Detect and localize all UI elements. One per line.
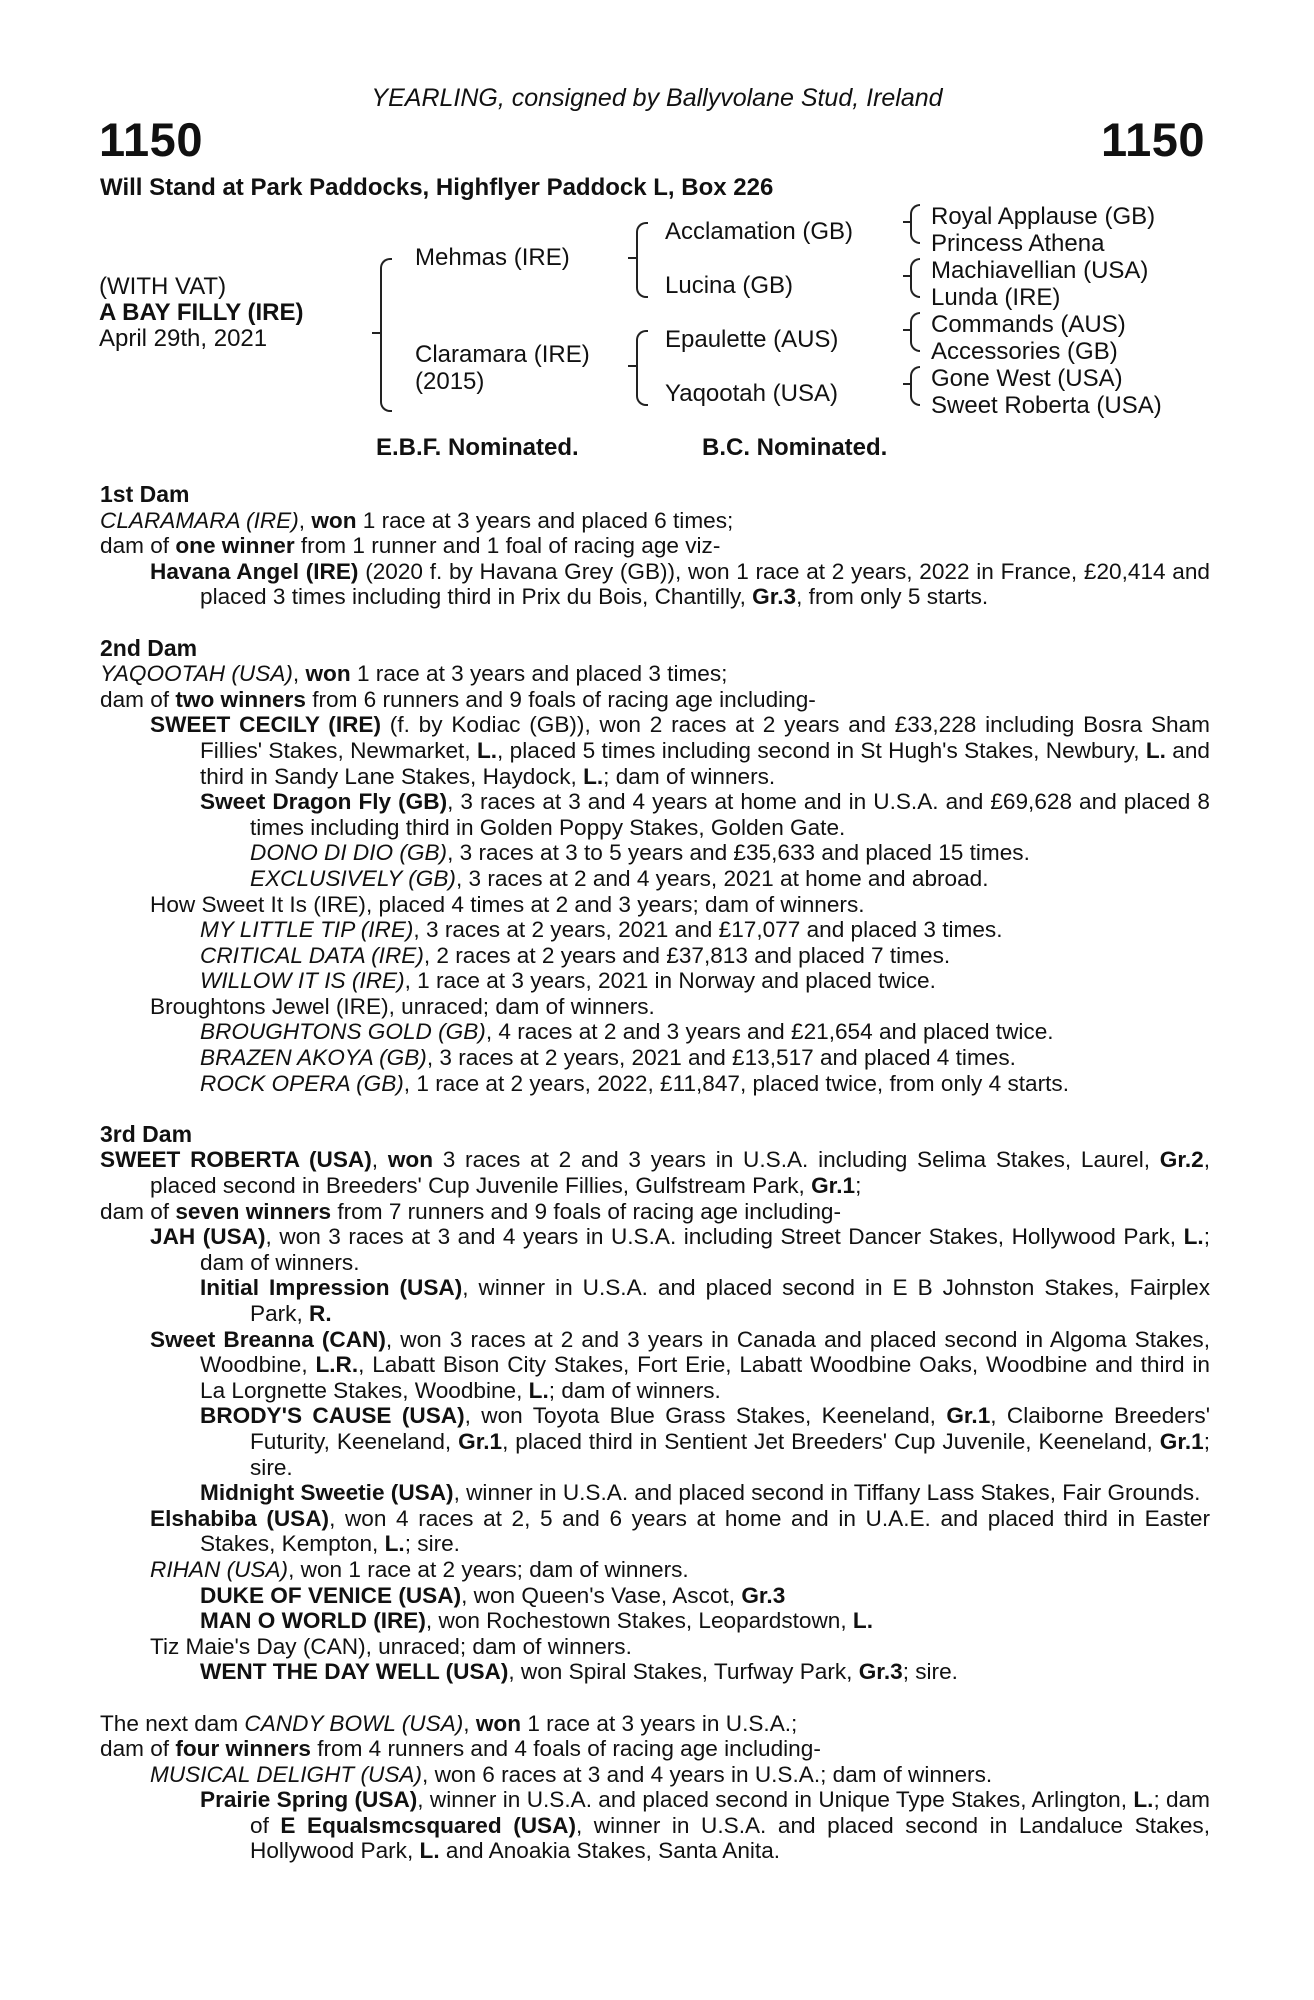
progeny-entry: SWEET CECILY (IRE) (f. by Kodiac (GB)), won 2 races at 2 years and £33,228 including Bosra Sham Fillies' Stakes, Newmarket, L., placed 5 times including second in St Hugh's Stakes, Newbury, L. and third in Sandy Lane Stakes, Haydock, L.; dam of winners. <box>150 712 1210 789</box>
third-gen-4: Lunda (IRE) <box>931 284 1061 311</box>
pedigree-brace-dd <box>910 366 920 406</box>
progeny-entry: Sweet Dragon Fly (GB), 3 races at 3 and 4 years at home and in U.S.A. and £69,628 and placed 8 times including third in Golden Poppy Stakes, Golden Gate. <box>200 789 1210 840</box>
pedigree-brace-tip <box>628 365 636 367</box>
vat-note: (WITH VAT) <box>99 273 227 300</box>
progeny-entry: ROCK OPERA (GB), 1 race at 2 years, 2022, £11,847, placed twice, from only 4 starts. <box>200 1070 1069 1096</box>
third-gen-7: Gone West (USA) <box>931 365 1123 392</box>
third-gen-2: Princess Athena <box>931 230 1105 257</box>
sire-dam-name: Lucina (GB) <box>665 272 794 299</box>
progeny-entry: EXCLUSIVELY (GB), 3 races at 2 and 4 years, 2021 at home and abroad. <box>250 865 989 891</box>
stand-location: Will Stand at Park Paddocks, Highflyer Paddock L, Box 226 <box>100 174 774 201</box>
progeny-entry: CRITICAL DATA (IRE), 2 races at 2 years and £37,813 and placed 7 times. <box>200 942 951 968</box>
progeny-entry: WENT THE DAY WELL (USA), won Spiral Stakes, Turfway Park, Gr.3; sire. <box>200 1659 958 1685</box>
progeny-entry: Tiz Maie's Day (CAN), unraced; dam of winners. <box>150 1633 632 1659</box>
second-dam-heading: 2nd Dam <box>100 634 198 661</box>
second-dam-line: dam of two winners from 6 runners and 9 foals of racing age including- <box>100 686 816 712</box>
progeny-entry: Prairie Spring (USA), winner in U.S.A. and placed second in Unique Type Stakes, Arlington, L.; dam of E Equalsmcsquared (USA), winner in U.S.A. and placed second in Landaluce Stakes, Hollywood Park, L. and Anoakia Stakes, Santa Anita. <box>200 1787 1210 1864</box>
progeny-entry: Broughtons Jewel (IRE), unraced; dam of winners. <box>150 993 655 1019</box>
third-gen-5: Commands (AUS) <box>931 311 1126 338</box>
progeny-entry: DUKE OF VENICE (USA), won Queen's Vase, Ascot, Gr.3 <box>200 1582 786 1608</box>
lot-number-left: 1150 <box>99 113 203 166</box>
bc-nomination: B.C. Nominated. <box>702 434 888 461</box>
progeny-entry: BROUGHTONS GOLD (GB), 4 races at 2 and 3 years and £21,654 and placed twice. <box>200 1019 1054 1045</box>
sire-name: Mehmas (IRE) <box>415 244 570 271</box>
produce-record <box>100 482 1210 1864</box>
third-gen-6: Accessories (GB) <box>931 338 1118 365</box>
consignment-line: YEARLING, consigned by Ballyvolane Stud, Ireland <box>371 84 943 112</box>
dam-dam-name: Yaqootah (USA) <box>665 380 838 407</box>
progeny-entry: JAH (USA), won 3 races at 3 and 4 years in U.S.A. including Street Dancer Stakes, Hollywood Park, L.; dam of winners. <box>150 1224 1210 1275</box>
third-dam-heading: 3rd Dam <box>100 1120 193 1147</box>
first-dam-line: dam of one winner from 1 runner and 1 foal of racing age viz- <box>100 533 721 559</box>
ebf-nomination: E.B.F. Nominated. <box>376 434 579 461</box>
progeny-entry: WILLOW IT IS (IRE), 1 race at 3 years, 2021 in Norway and placed twice. <box>200 968 936 994</box>
dam-sire-name: Epaulette (AUS) <box>665 326 839 353</box>
third-dam-line: SWEET ROBERTA (USA), won 3 races at 2 and 3 years in U.S.A. including Selima Stakes, Laurel, Gr.2, placed second in Breeders' Cup Juvenile Fillies, Gulfstream Park, Gr.1; <box>100 1147 1210 1199</box>
third-gen-3: Machiavellian (USA) <box>931 257 1149 284</box>
pedigree-brace-ds <box>910 312 920 352</box>
pedigree-brace-tip <box>903 383 910 385</box>
dam-year: (2015) <box>415 368 485 395</box>
progeny-entry: BRODY'S CAUSE (USA), won Toyota Blue Grass Stakes, Keeneland, Gr.1, Claiborne Breeders' Futurity, Keeneland, Gr.1, placed third in Sentient Jet Breeders' Cup Juvenile, Keeneland, Gr.1; sire. <box>200 1403 1211 1480</box>
dam-name: Claramara (IRE) <box>415 341 590 368</box>
pedigree-brace-tip <box>903 221 910 223</box>
progeny-entry: Elshabiba (USA), won 4 races at 2, 5 and 6 years at home and in U.A.E. and placed third in Easter Stakes, Kempton, L.; sire. <box>150 1505 1210 1557</box>
next-dam-line: The next dam CANDY BOWL (USA), won 1 race at 3 years in U.S.A.; <box>100 1710 798 1736</box>
third-gen-8: Sweet Roberta (USA) <box>931 392 1162 419</box>
progeny-entry: BRAZEN AKOYA (GB), 3 races at 2 years, 2021 and £13,517 and placed 4 times. <box>200 1045 1016 1071</box>
progeny-entry: Havana Angel (IRE) (2020 f. by Havana Grey (GB)), won 1 race at 2 years, 2022 in France, £20,414 and placed 3 times including third in Prix du Bois, Chantilly, Gr.3, from only 5 starts. <box>150 558 1210 610</box>
pedigree-brace-main <box>380 258 392 412</box>
lot-number-right: 1150 <box>1101 113 1205 166</box>
third-gen-1: Royal Applause (GB) <box>931 203 1156 230</box>
progeny-entry: DONO DI DIO (GB), 3 races at 3 to 5 years and £35,633 and placed 15 times. <box>250 840 1030 866</box>
progeny-entry: How Sweet It Is (IRE), placed 4 times at 2 and 3 years; dam of winners. <box>150 891 865 917</box>
progeny-entry: MAN O WORLD (IRE), won Rochestown Stakes, Leopardstown, L. <box>200 1608 874 1634</box>
progeny-entry: MY LITTLE TIP (IRE), 3 races at 2 years, 2021 and £17,077 and placed 3 times. <box>200 917 1003 943</box>
pedigree-brace-tip <box>628 257 636 259</box>
progeny-entry: RIHAN (USA), won 1 race at 2 years; dam of winners. <box>150 1556 689 1582</box>
progeny-entry: Midnight Sweetie (USA), winner in U.S.A. and placed second in Tiffany Lass Stakes, Fair Grounds. <box>200 1480 1201 1506</box>
pedigree-brace-sd <box>910 258 920 298</box>
lot-title: A BAY FILLY (IRE) <box>99 299 304 326</box>
next-dam-line: dam of four winners from 4 runners and 4 foals of racing age including- <box>100 1736 821 1762</box>
progeny-entry: Initial Impression (USA), winner in U.S.A. and placed second in E B Johnston Stakes, Fairplex Park, R. <box>200 1275 1211 1326</box>
sire-sire-name: Acclamation (GB) <box>665 218 854 245</box>
pedigree-brace-dam <box>636 330 648 406</box>
second-dam-line: YAQOOTAH (USA), won 1 race at 3 years and placed 3 times; <box>100 661 728 687</box>
pedigree-brace-ss <box>910 204 920 244</box>
third-dam-line: dam of seven winners from 7 runners and 9 foals of racing age including- <box>100 1198 841 1224</box>
foaling-date: April 29th, 2021 <box>99 325 268 352</box>
first-dam-heading: 1st Dam <box>100 481 190 507</box>
progeny-entry: Sweet Breanna (CAN), won 3 races at 2 and 3 years in Canada and placed second in Algoma Stakes, Woodbine, L.R., Labatt Bison City Stakes, Fort Erie, Labatt Woodbine Oaks, Woodbine and third in La Lorgnette Stakes, Woodbine, L.; dam of winners. <box>150 1326 1210 1403</box>
pedigree-brace-sire <box>636 222 648 298</box>
pedigree-brace-tip <box>903 275 910 277</box>
pedigree-brace-tip <box>903 329 910 331</box>
first-dam-line: CLARAMARA (IRE), won 1 race at 3 years and placed 6 times; <box>100 507 734 533</box>
pedigree-brace-tip <box>372 332 380 334</box>
progeny-entry: MUSICAL DELIGHT (USA), won 6 races at 3 and 4 years in U.S.A.; dam of winners. <box>150 1761 993 1787</box>
